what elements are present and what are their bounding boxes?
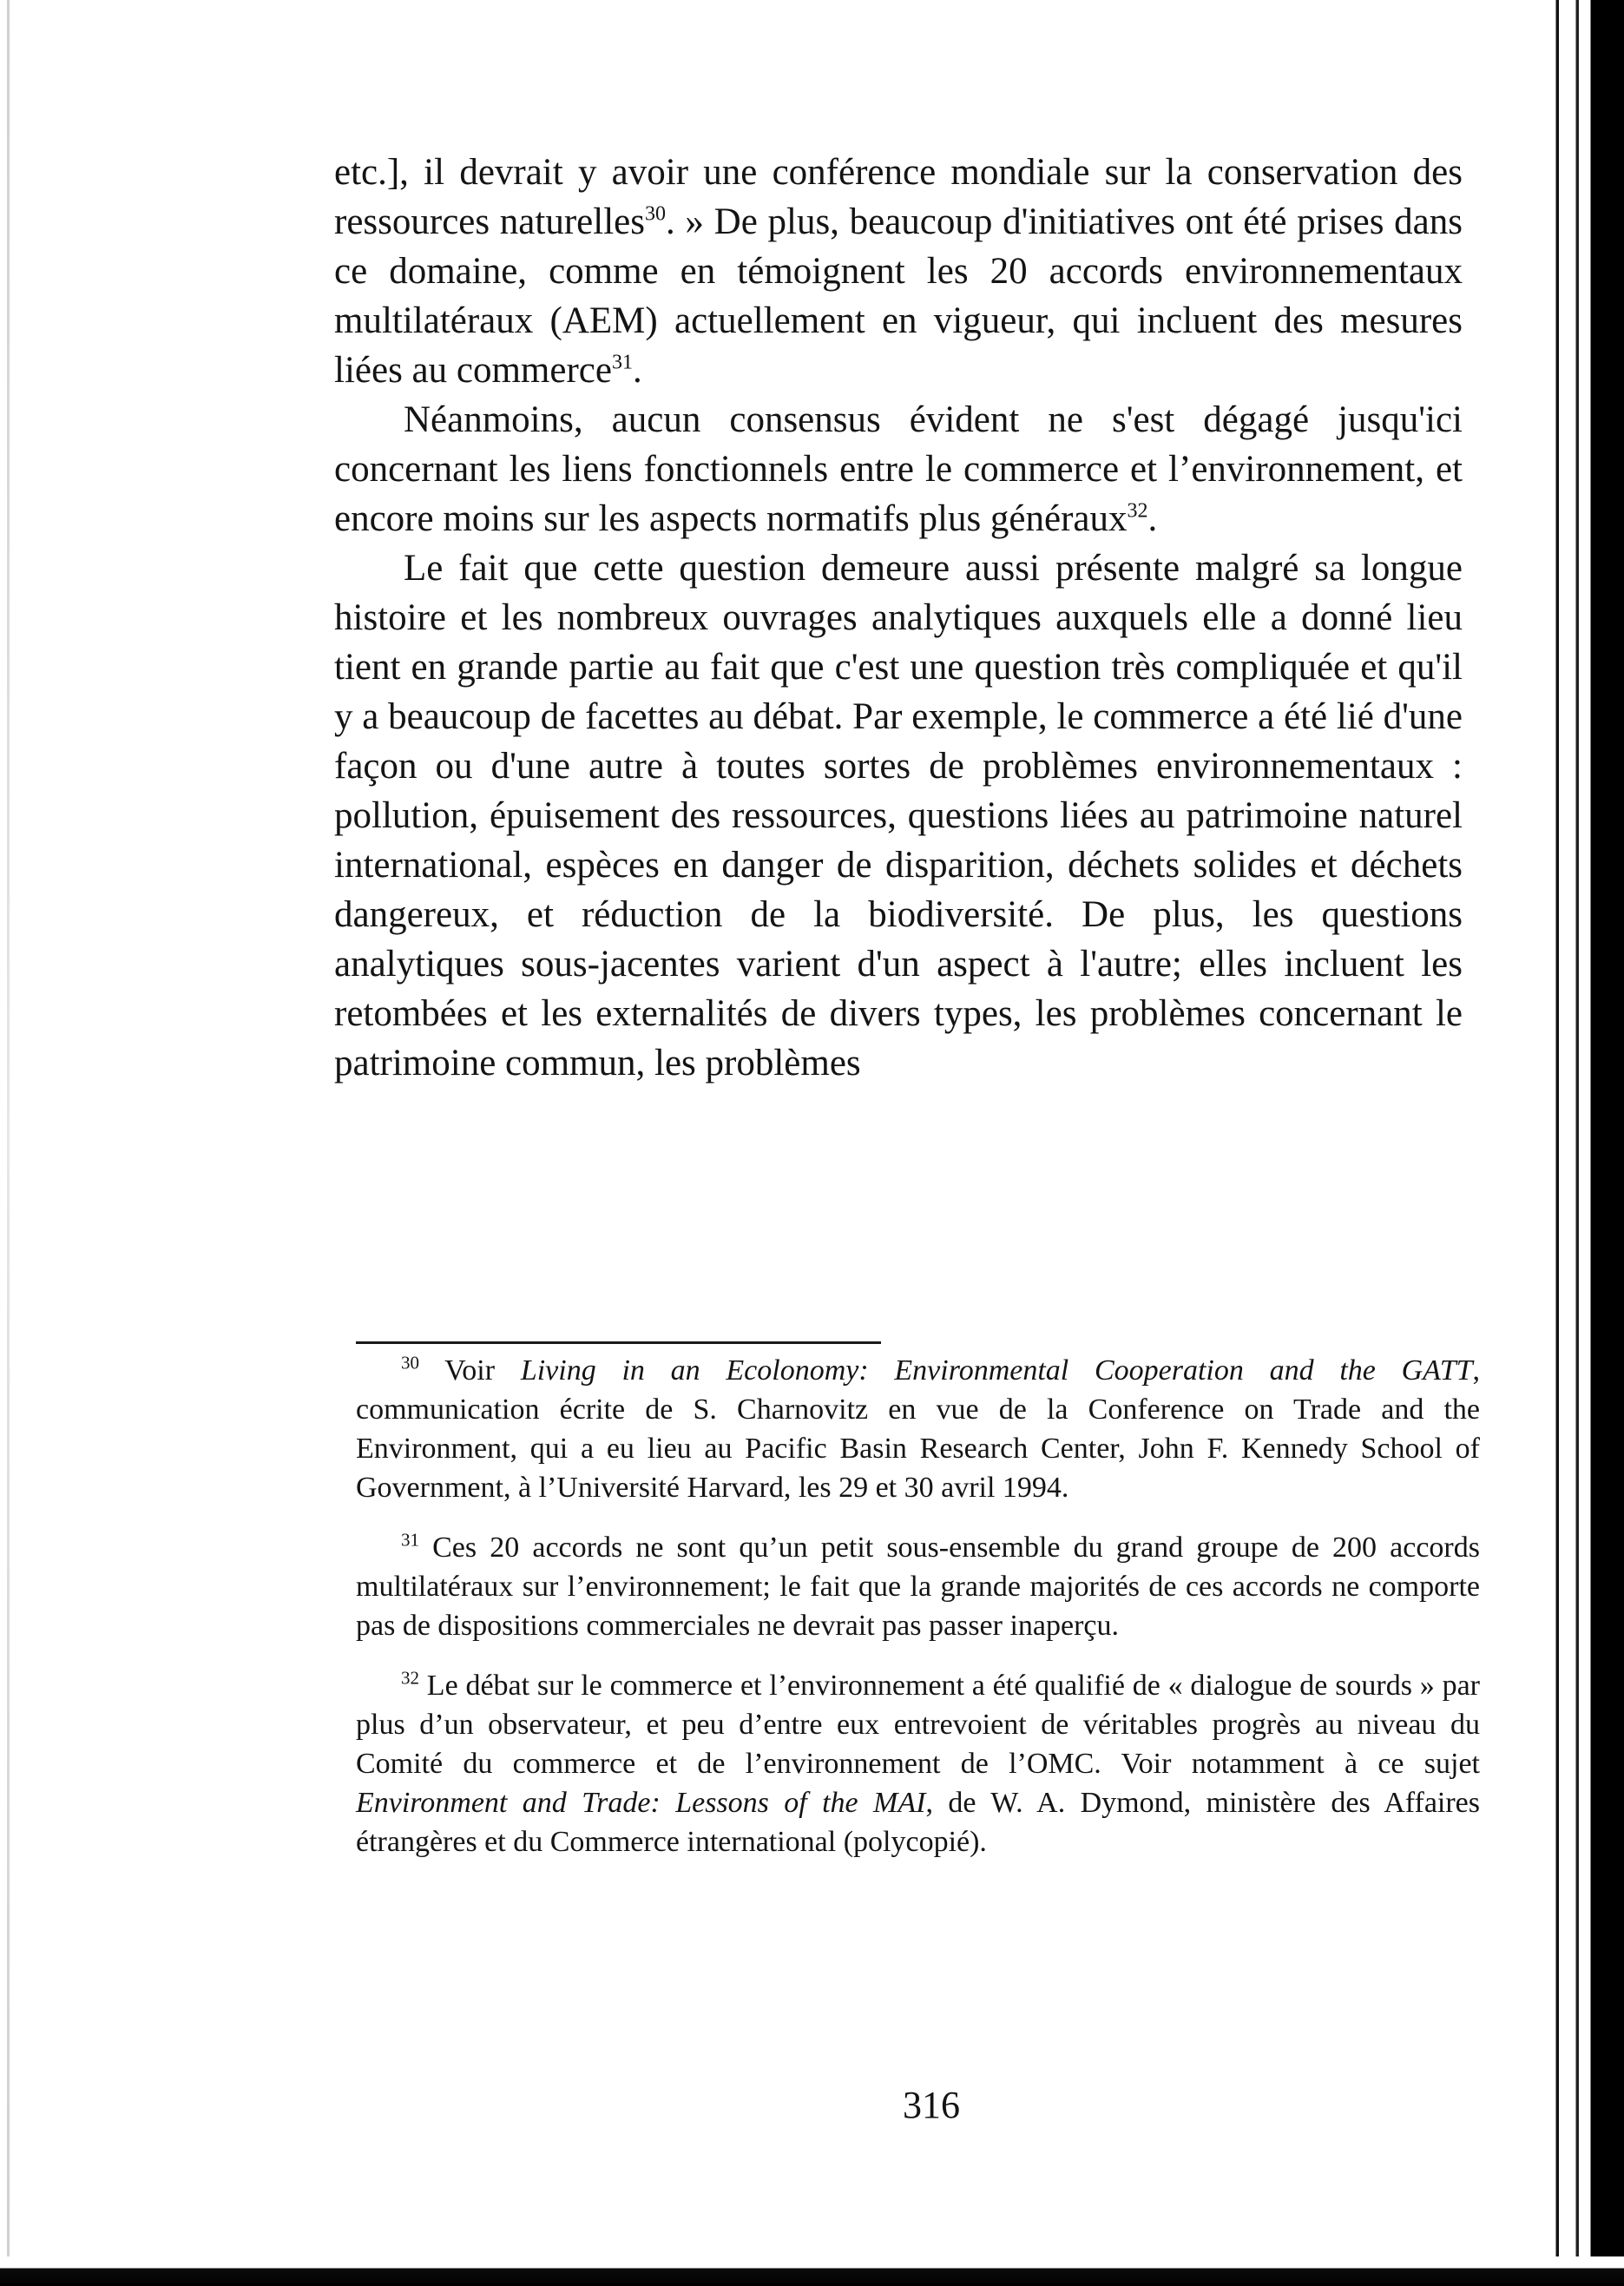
footnote-number: 30 xyxy=(401,1352,419,1374)
footnote-32: $^{32}$ Le débat sur le commerce et l’environnement a été qualifié de « dialogue de sourds » par plus d’un observateur, et peu d’entre eux entrevoient de véritables progrès au niveau du Comité du commerce et de l’environnement de l’OMC. Voir notamment à ce sujet Environment and Trade: Lessons of the MAI, de W. A. Dymond, ministère des Affaires étrangères et du Commerce international (polycopié). xyxy=(356,1667,1481,1858)
footnote-separator xyxy=(356,1341,881,1344)
scan-edge-right xyxy=(1541,0,1624,2286)
footnote-ref-31: 31 xyxy=(611,351,633,374)
page-body xyxy=(334,148,1463,1088)
footnote-30: $^{30}$ Voir Living in an Ecolonomy: Environmental Cooperation and the GATT, communication écrite de S. Charnovitz en vue de la Conference on Trade and the Environment, qui a eu lieu au Pacific Basin Research Center, John F. Kennedy School of Government, à l’Université Harvard, les 29 et 30 avril 1994. xyxy=(356,1352,1481,1504)
paragraph-3: Le fait que cette question demeure aussi présente malgré sa longue histoire et les nombreux ouvrages analytiques auxquels elle a donné lieu tient en grande partie au fait que c'est une question très compliquée et qu'il y a beaucoup de facettes au débat. Par exemple, le commerce a été lié d'une façon ou d'une autre à toutes sortes de problèmes environnementaux : pollution, épuisement des ressources, questions liées au patrimoine naturel international, espèces en danger de disparition, déchets solides et déchets dangereux, et réduction de la biodiversité. De plus, les questions analytiques sous-jacentes varient d'un aspect à l'autre; elles incluent les retombées et les externalités de divers types, les problèmes concernant le patrimoine commun, les problèmes xyxy=(334,548,1463,1084)
paragraph-1: etc.], il devrait y avoir une conférence mondiale sur la conservation des ressources naturelles$^{30}$. » De plus, beaucoup d'initiatives ont été prises dans ce domaine, comme en témoignent les 20 accords environnementaux multilatéraux (AEM) actuellement en vigueur, qui incluent des mesures liées au commerce$^{31}$. xyxy=(334,152,1463,391)
footnote-ref-32: 32 xyxy=(1127,499,1148,523)
scan-edge-left xyxy=(7,0,10,2286)
footnote-number: 32 xyxy=(401,1667,419,1689)
body-text xyxy=(334,148,1463,1088)
footnotes xyxy=(356,1351,1480,1882)
footnote-number: 31 xyxy=(401,1529,419,1551)
paragraph-2: Néanmoins, aucun consensus évident ne s'est dégagé jusqu'ici concernant les liens fonctionnels entre le commerce et l’environnement, et encore moins sur les aspects normatifs plus généraux$^{32}$. xyxy=(334,399,1463,539)
footnote-31: $^{31}$ Ces 20 accords ne sont qu’un petit sous-ensemble du grand groupe de 200 accords multilatéraux sur l’environnement; le fait que la grande majorités de ces accords ne comporte pas de dispositions commerciales ne devrait pas passer inaperçu. xyxy=(356,1529,1480,1642)
cited-title: Environment and Trade: Lessons of the MAI xyxy=(356,1787,926,1819)
page-number: 316 xyxy=(903,2084,960,2126)
footnote-ref-30: 30 xyxy=(644,202,666,226)
scan-edge-bottom xyxy=(0,2256,1624,2286)
cited-title: Living in an Ecolonomy: Environmental Cooperation and the GATT xyxy=(520,1354,1473,1387)
